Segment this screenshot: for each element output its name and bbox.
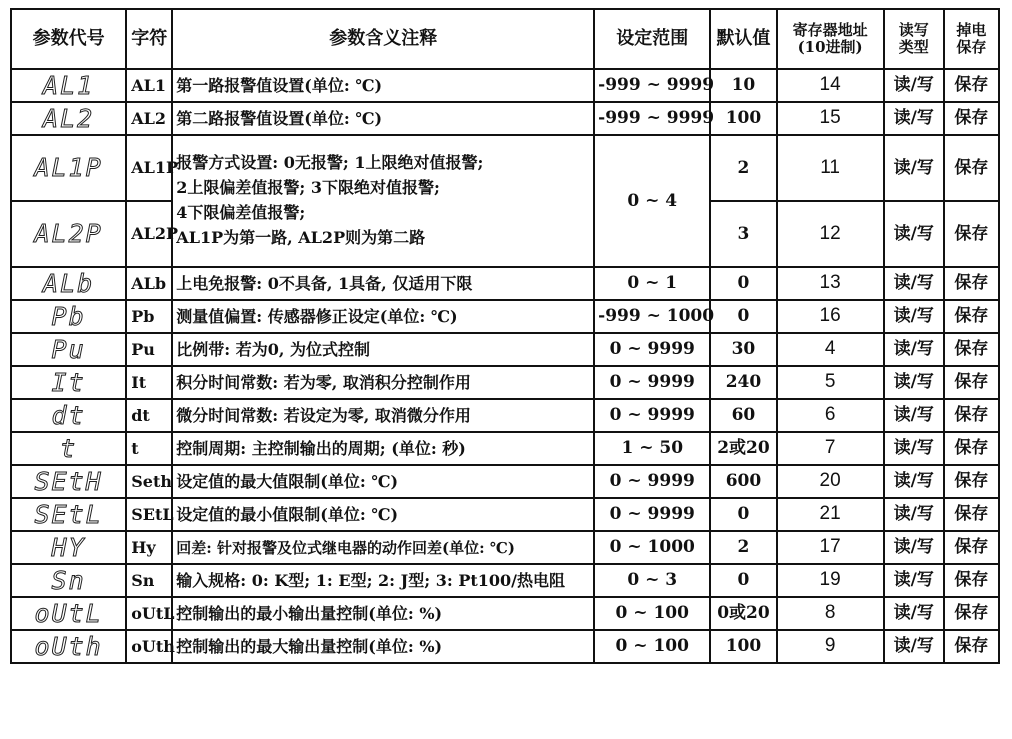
symbol-cell: ALb — [126, 267, 172, 300]
col-header-register-line2: (10进制) — [797, 38, 863, 56]
segment-display-code: Pb — [51, 301, 86, 331]
symbol-cell: Hy — [126, 531, 172, 564]
keep-cell: 保存 — [944, 135, 999, 201]
description-cell: 回差: 针对报警及位式继电器的动作回差(单位: ℃) — [172, 531, 594, 564]
register-cell: 17 — [777, 531, 884, 564]
col-header-symbol: 字符 — [126, 9, 172, 69]
keep-cell: 保存 — [944, 465, 999, 498]
description-line: 2上限偏差值报警; 3下限绝对值报警; — [176, 178, 440, 198]
col-header-meaning: 参数含义注释 — [172, 9, 594, 69]
keep-cell: 保存 — [944, 531, 999, 564]
rw-cell: 读/写 — [884, 399, 944, 432]
keep-cell: 保存 — [944, 102, 999, 135]
rw-cell: 读/写 — [884, 135, 944, 201]
description-cell: 第一路报警值设置(单位: ℃) — [172, 69, 594, 102]
description-cell-merged — [172, 135, 594, 267]
segment-display-code: It — [51, 367, 86, 397]
symbol-cell: Pu — [126, 333, 172, 366]
segment-display-code: dt — [51, 400, 86, 430]
description-cell: 积分时间常数: 若为零, 取消积分控制作用 — [172, 366, 594, 399]
table-row — [11, 531, 999, 564]
symbol-cell: Seth — [126, 465, 172, 498]
table-row — [11, 300, 999, 333]
table-row — [11, 69, 999, 102]
rw-cell: 读/写 — [884, 432, 944, 465]
rw-cell: 读/写 — [884, 366, 944, 399]
description-cell: 输入规格: 0: K型; 1: E型; 2: J型; 3: Pt100/热电阻 — [172, 564, 594, 597]
col-header-code: 参数代号 — [11, 9, 126, 69]
keep-cell: 保存 — [944, 564, 999, 597]
keep-cell: 保存 — [944, 597, 999, 630]
segment-display-code: Pu — [51, 334, 86, 364]
symbol-cell: oUtL — [126, 597, 172, 630]
description-cell: 设定值的最小值限制(单位: ℃) — [172, 498, 594, 531]
rw-cell: 读/写 — [884, 498, 944, 531]
col-header-keep-line2: 保存 — [956, 38, 987, 56]
range-cell: 0 ~ 9999 — [594, 465, 710, 498]
description-line: 4下限偏差值报警; — [176, 203, 306, 222]
register-cell: 20 — [777, 465, 884, 498]
rw-cell: 读/写 — [884, 102, 944, 135]
default-cell: 0或20 — [710, 597, 776, 630]
register-cell: 21 — [777, 498, 884, 531]
range-cell: 0 ~ 9999 — [594, 498, 710, 531]
col-header-default: 默认值 — [710, 9, 776, 69]
register-cell: 14 — [777, 69, 884, 102]
symbol-cell: AL2 — [126, 102, 172, 135]
keep-cell: 保存 — [944, 333, 999, 366]
parameter-table — [10, 8, 1000, 664]
rw-cell: 读/写 — [884, 69, 944, 102]
segment-display-code: AL2 — [43, 103, 95, 133]
default-cell: 100 — [710, 630, 776, 663]
description-line: AL1P为第一路, AL2P则为第二路 — [176, 227, 426, 247]
table-row — [11, 564, 999, 597]
table-row — [11, 465, 999, 498]
table-row — [11, 498, 999, 531]
range-cell: 0 ~ 9999 — [594, 366, 710, 399]
default-cell: 60 — [710, 399, 776, 432]
range-cell: -999 ~ 1000 — [594, 300, 710, 333]
keep-cell: 保存 — [944, 399, 999, 432]
rw-cell: 读/写 — [884, 630, 944, 663]
range-cell: 1 ~ 50 — [594, 432, 710, 465]
default-cell: 100 — [710, 102, 776, 135]
default-cell: 240 — [710, 366, 776, 399]
description-cell: 上电免报警: 0不具备, 1具备, 仅适用下限 — [172, 267, 594, 300]
table-row — [11, 630, 999, 663]
description-cell: 设定值的最大值限制(单位: ℃) — [172, 465, 594, 498]
description-cell: 比例带: 若为0, 为位式控制 — [172, 333, 594, 366]
segment-display-code: ALb — [43, 268, 95, 298]
keep-cell: 保存 — [944, 630, 999, 663]
keep-cell: 保存 — [944, 300, 999, 333]
default-cell: 30 — [710, 333, 776, 366]
description-cell: 控制输出的最小输出量控制(单位: %) — [172, 597, 594, 630]
keep-cell: 保存 — [944, 69, 999, 102]
keep-cell: 保存 — [944, 432, 999, 465]
symbol-cell: It — [126, 366, 172, 399]
segment-display-code: AL1 — [43, 70, 95, 100]
table-row — [11, 333, 999, 366]
default-cell: 0 — [710, 267, 776, 300]
register-cell: 13 — [777, 267, 884, 300]
range-cell: -999 ~ 9999 — [594, 69, 710, 102]
range-cell: 0 ~ 1000 — [594, 531, 710, 564]
register-cell: 16 — [777, 300, 884, 333]
register-cell: 7 — [777, 432, 884, 465]
table-row — [11, 267, 999, 300]
register-cell: 9 — [777, 630, 884, 663]
table-row — [11, 135, 999, 201]
range-cell: 0 ~ 1 — [594, 267, 710, 300]
register-cell: 12 — [777, 201, 884, 267]
register-cell: 6 — [777, 399, 884, 432]
rw-cell: 读/写 — [884, 531, 944, 564]
rw-cell: 读/写 — [884, 333, 944, 366]
header-row — [11, 9, 999, 69]
symbol-cell: AL1P — [126, 135, 172, 201]
symbol-cell: t — [126, 432, 172, 465]
table-row — [11, 432, 999, 465]
parameter-table-wrapper — [10, 8, 1000, 664]
symbol-cell: AL1 — [126, 69, 172, 102]
col-header-register-line1: 寄存器地址 — [792, 20, 868, 39]
description-cell: 测量值偏置: 传感器修正设定(单位: ℃) — [172, 300, 594, 333]
rw-cell: 读/写 — [884, 465, 944, 498]
segment-display-code: Sn — [51, 565, 86, 595]
symbol-cell: SEtL — [126, 498, 172, 531]
register-cell: 15 — [777, 102, 884, 135]
keep-cell: 保存 — [944, 201, 999, 267]
register-cell: 4 — [777, 333, 884, 366]
default-cell: 3 — [710, 201, 776, 267]
range-cell: 0 ~ 9999 — [594, 399, 710, 432]
default-cell: 0 — [710, 564, 776, 597]
segment-display-code: t — [60, 433, 78, 463]
rw-cell: 读/写 — [884, 267, 944, 300]
register-cell: 5 — [777, 366, 884, 399]
range-cell: 0 ~ 100 — [594, 597, 710, 630]
table-row — [11, 366, 999, 399]
range-cell: -999 ~ 9999 — [594, 102, 710, 135]
col-header-register — [777, 9, 884, 69]
symbol-cell: Sn — [126, 564, 172, 597]
default-cell: 0 — [710, 300, 776, 333]
description-line: 报警方式设置: 0无报警; 1上限绝对值报警; — [176, 153, 484, 173]
range-cell: 0 ~ 3 — [594, 564, 710, 597]
segment-display-code: AL2P — [34, 219, 103, 248]
default-cell: 600 — [710, 465, 776, 498]
rw-cell: 读/写 — [884, 564, 944, 597]
table-row — [11, 399, 999, 432]
range-cell: 0 ~ 100 — [594, 630, 710, 663]
default-cell: 2或20 — [710, 432, 776, 465]
register-cell: 8 — [777, 597, 884, 630]
keep-cell: 保存 — [944, 366, 999, 399]
segment-display-code: SEtL — [34, 499, 103, 529]
rw-cell: 读/写 — [884, 597, 944, 630]
keep-cell: 保存 — [944, 498, 999, 531]
segment-display-code: HY — [51, 532, 86, 562]
table-row — [11, 102, 999, 135]
symbol-cell: AL2P — [126, 201, 172, 267]
default-cell: 2 — [710, 531, 776, 564]
col-header-rw — [884, 9, 944, 69]
segment-display-code: SEtH — [34, 466, 103, 496]
range-cell-merged: 0 ~ 4 — [594, 135, 710, 267]
description-cell: 微分时间常数: 若设定为零, 取消微分作用 — [172, 399, 594, 432]
description-cell: 第二路报警值设置(单位: ℃) — [172, 102, 594, 135]
col-header-keep-line1: 掉电 — [956, 20, 987, 39]
rw-cell: 读/写 — [884, 300, 944, 333]
col-header-rw-line2: 类型 — [898, 38, 929, 56]
register-cell: 11 — [777, 135, 884, 201]
default-cell: 0 — [710, 498, 776, 531]
symbol-cell: oUth — [126, 630, 172, 663]
col-header-rw-line1: 读写 — [898, 20, 929, 39]
col-header-range: 设定范围 — [594, 9, 710, 69]
range-cell: 0 ~ 9999 — [594, 333, 710, 366]
default-cell: 2 — [710, 135, 776, 201]
rw-cell: 读/写 — [884, 201, 944, 267]
keep-cell: 保存 — [944, 267, 999, 300]
register-cell: 19 — [777, 564, 884, 597]
col-header-keep — [944, 9, 999, 69]
segment-display-code: oUtL — [34, 598, 103, 628]
description-cell: 控制输出的最大输出量控制(单位: %) — [172, 630, 594, 663]
segment-display-code: oUth — [34, 631, 103, 661]
table-row — [11, 597, 999, 630]
segment-display-code: AL1P — [34, 153, 103, 182]
description-cell: 控制周期: 主控制输出的周期; (单位: 秒) — [172, 432, 594, 465]
symbol-cell: Pb — [126, 300, 172, 333]
symbol-cell: dt — [126, 399, 172, 432]
default-cell: 10 — [710, 69, 776, 102]
